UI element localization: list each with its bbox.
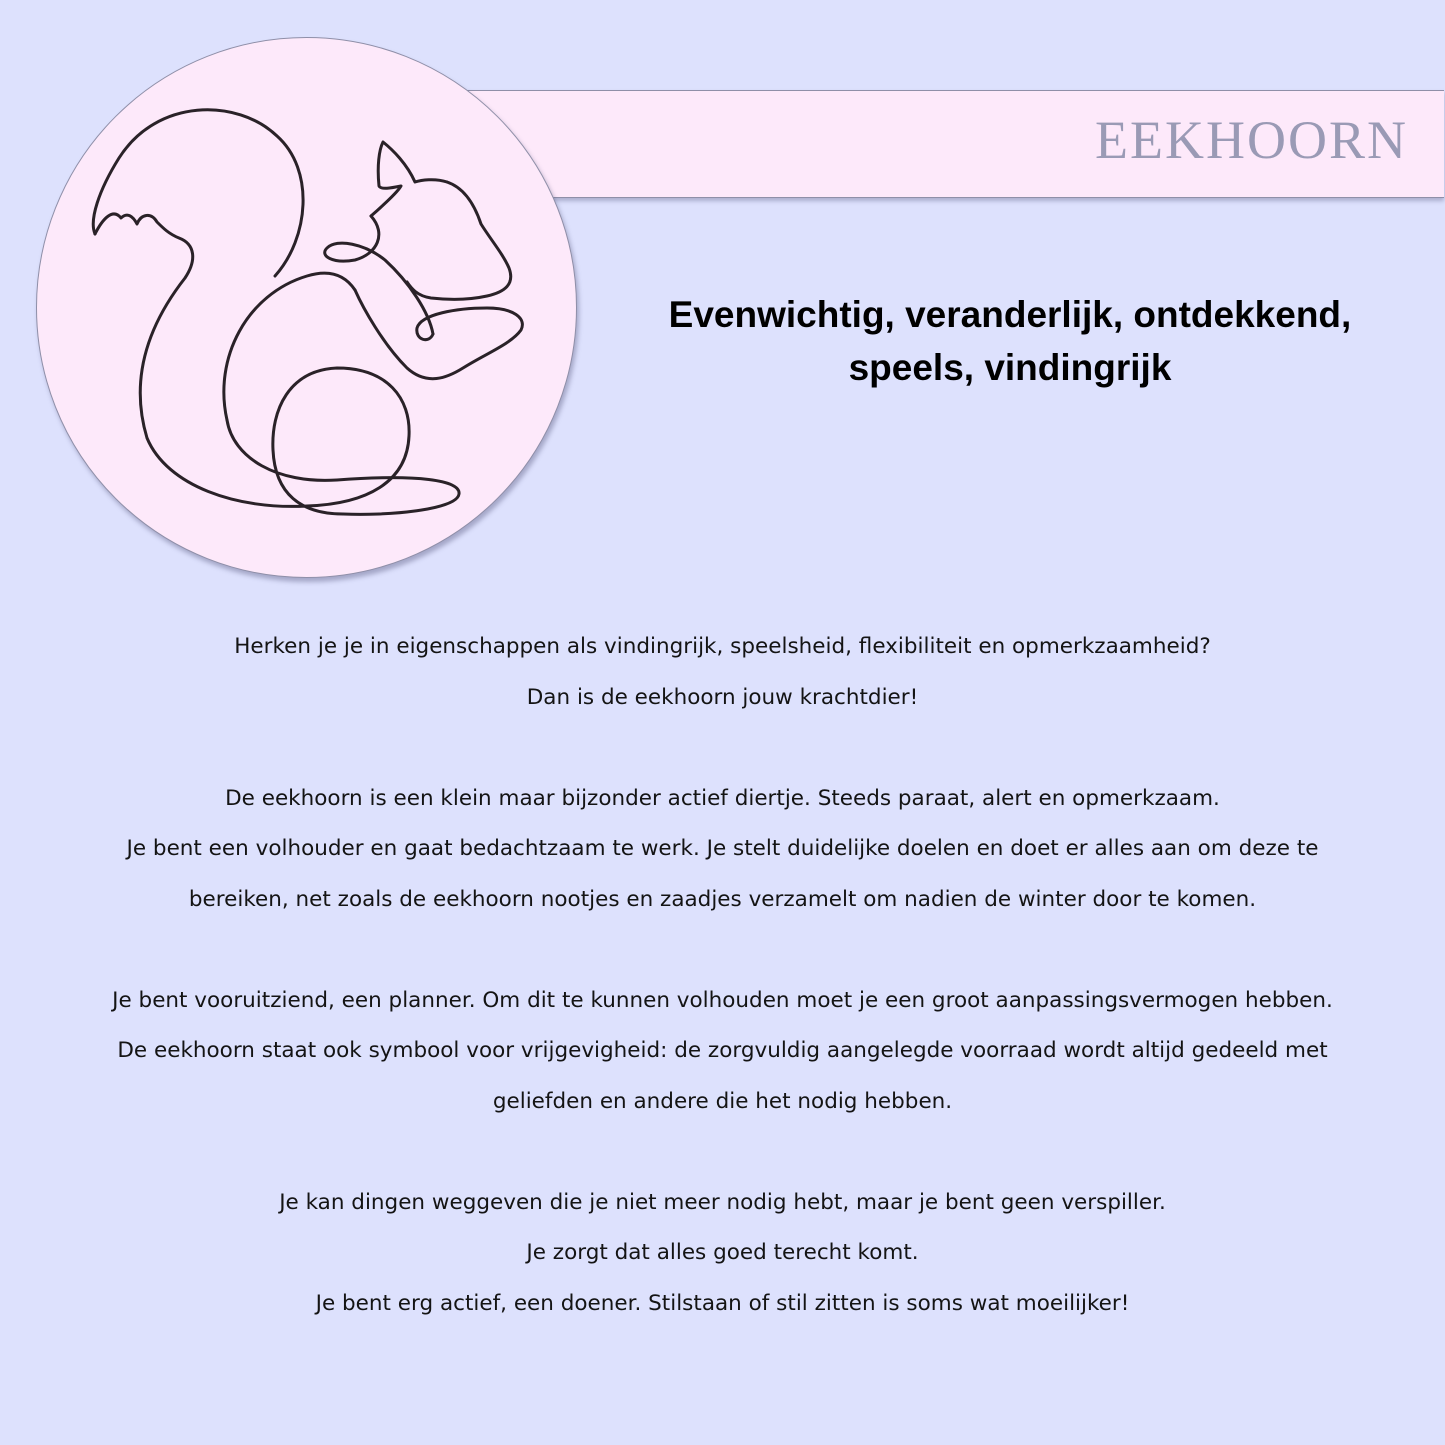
paragraph-2-line-2: Je bent een volhouder en gaat bedachtzaam te werk. Je stelt duidelijke doelen en doet er alles aan om deze te — [126, 836, 1319, 861]
subtitle-line-1: Evenwichtig, veranderlijk, ontdekkend, — [668, 294, 1352, 335]
paragraph-3-line-1: Je bent vooruitziend, een planner. Om dit te kunnen volhouden moet je een groot aanpassingsvermogen hebben. — [112, 987, 1333, 1013]
paragraph-3-line-2: De eekhoorn staat ook symbool voor vrijgevigheid: de zorgvuldig aangelegde voorraad wordt altijd gedeeld met — [117, 1038, 1328, 1063]
logo-badge — [36, 37, 577, 578]
paragraph-4-line-2: Je zorgt dat alles goed terecht komt. — [526, 1240, 919, 1265]
page-title: EEKHOORN — [1095, 110, 1408, 170]
subtitle-line-2: speels, vindingrijk — [848, 347, 1172, 388]
paragraph-gap — [20, 723, 1425, 774]
paragraph-1-line-2: Dan is de eekhoorn jouw krachtdier! — [526, 684, 919, 710]
paragraph-4-line-1: Je kan dingen weggeven die je niet meer nodig hebt, maar je bent geen verspiller. — [279, 1189, 1166, 1215]
paragraph-4-line-3: Je bent erg actief, een doener. Stilstaan of stil zitten is soms wat moeilijker! — [315, 1290, 1130, 1316]
paragraph-gap — [20, 925, 1425, 976]
paragraph-gap — [20, 1127, 1425, 1178]
paragraph-2-line-1: De eekhoorn is een klein maar bijzonder actief diertje. Steeds paraat, alert en opmerkzaam. — [225, 785, 1220, 811]
squirrel-icon — [37, 38, 577, 578]
subtitle — [600, 288, 1420, 394]
paragraph-3-line-3: geliefden en andere die het nodig hebben. — [492, 1088, 953, 1114]
description-text — [20, 622, 1425, 1329]
paragraph-1-line-1: Herken je je in eigenschappen als vindingrijk, speelsheid, flexibiliteit en opmerkzaamheid? — [234, 634, 1211, 659]
paragraph-2-line-3: bereiken, net zoals de eekhoorn nootjes en zaadjes verzamelt om nadien de winter door te komen. — [188, 886, 1257, 912]
